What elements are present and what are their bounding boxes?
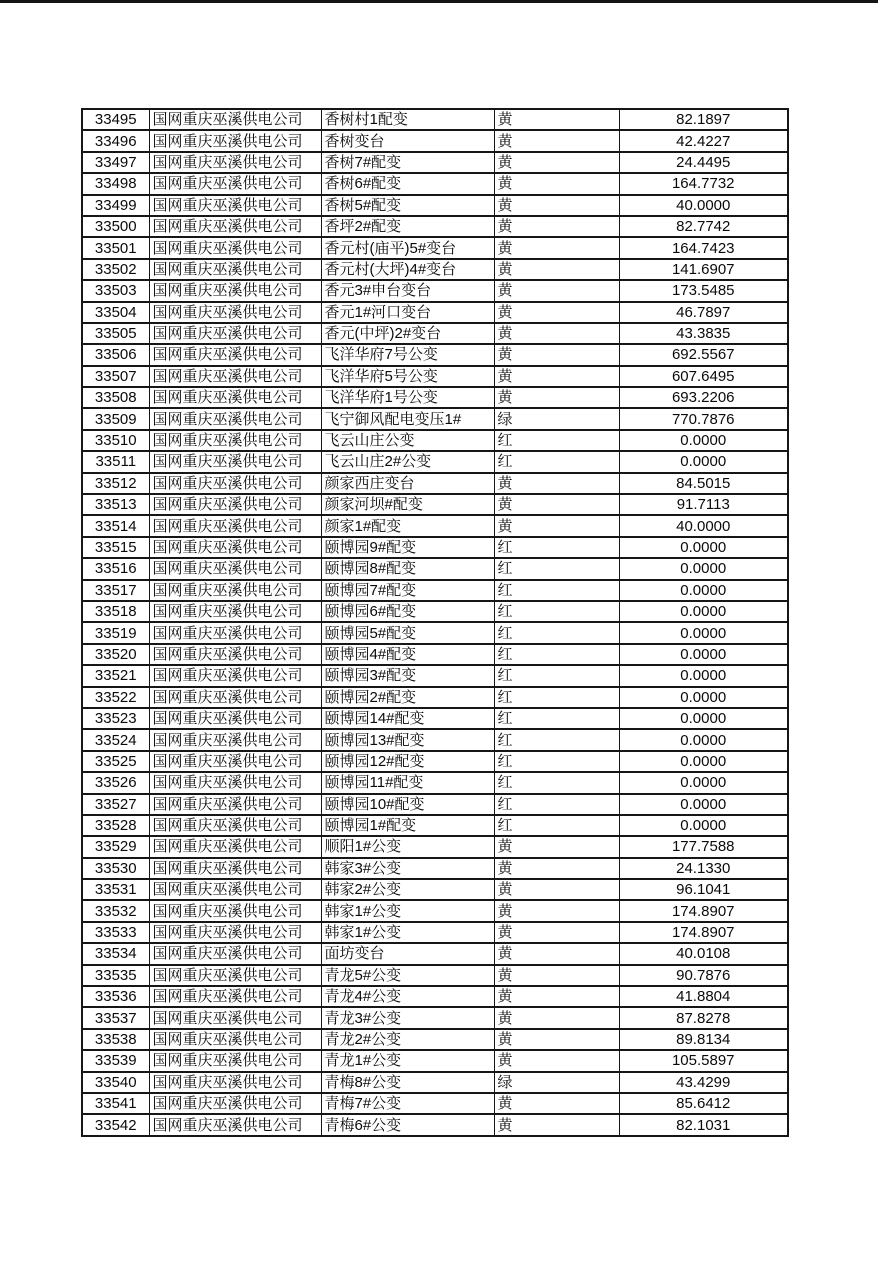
station-name-cell: 面坊变台 <box>321 943 494 964</box>
row-id-cell: 33507 <box>82 366 149 387</box>
station-name-cell: 颐博园9#配变 <box>321 537 494 558</box>
station-name-cell: 韩家1#公变 <box>321 922 494 943</box>
station-name-cell: 颐博园10#配变 <box>321 794 494 815</box>
load-value-cell: 0.0000 <box>619 451 788 472</box>
status-flag-cell: 黄 <box>494 473 619 494</box>
row-id-cell: 33525 <box>82 751 149 772</box>
table-body <box>82 109 788 1136</box>
status-flag-cell: 黄 <box>494 387 619 408</box>
company-name-cell: 国网重庆巫溪供电公司 <box>149 772 321 793</box>
load-value-cell: 96.1041 <box>619 879 788 900</box>
company-name-cell: 国网重庆巫溪供电公司 <box>149 430 321 451</box>
station-name-cell: 青梅6#公变 <box>321 1114 494 1136</box>
status-flag-cell: 黄 <box>494 302 619 323</box>
scan-artifact-line <box>0 0 878 3</box>
station-name-cell: 颐博园8#配变 <box>321 558 494 579</box>
transformer-load-table <box>81 108 789 1137</box>
company-name-cell: 国网重庆巫溪供电公司 <box>149 836 321 857</box>
station-name-cell: 韩家2#公变 <box>321 879 494 900</box>
load-value-cell: 46.7897 <box>619 302 788 323</box>
table-row <box>82 751 788 772</box>
table-row <box>82 1007 788 1028</box>
table-row <box>82 815 788 836</box>
table-row <box>82 259 788 280</box>
load-value-cell: 0.0000 <box>619 708 788 729</box>
company-name-cell: 国网重庆巫溪供电公司 <box>149 922 321 943</box>
table-row <box>82 451 788 472</box>
table-row <box>82 943 788 964</box>
load-value-cell: 0.0000 <box>619 794 788 815</box>
row-id-cell: 33537 <box>82 1007 149 1028</box>
station-name-cell: 颐博园12#配变 <box>321 751 494 772</box>
row-id-cell: 33518 <box>82 601 149 622</box>
table-row <box>82 515 788 536</box>
status-flag-cell: 红 <box>494 537 619 558</box>
status-flag-cell: 黄 <box>494 515 619 536</box>
row-id-cell: 33509 <box>82 408 149 429</box>
station-name-cell: 颐博园3#配变 <box>321 665 494 686</box>
status-flag-cell: 红 <box>494 729 619 750</box>
table-row <box>82 794 788 815</box>
company-name-cell: 国网重庆巫溪供电公司 <box>149 387 321 408</box>
table-row <box>82 1072 788 1093</box>
row-id-cell: 33524 <box>82 729 149 750</box>
station-name-cell: 香元1#河口变台 <box>321 302 494 323</box>
table-row <box>82 772 788 793</box>
company-name-cell: 国网重庆巫溪供电公司 <box>149 900 321 921</box>
status-flag-cell: 红 <box>494 751 619 772</box>
station-name-cell: 飞洋华府1号公变 <box>321 387 494 408</box>
load-value-cell: 693.2206 <box>619 387 788 408</box>
company-name-cell: 国网重庆巫溪供电公司 <box>149 408 321 429</box>
status-flag-cell: 黄 <box>494 366 619 387</box>
table-row <box>82 195 788 216</box>
company-name-cell: 国网重庆巫溪供电公司 <box>149 173 321 194</box>
company-name-cell: 国网重庆巫溪供电公司 <box>149 665 321 686</box>
row-id-cell: 33532 <box>82 900 149 921</box>
table-row <box>82 1093 788 1114</box>
load-value-cell: 24.1330 <box>619 858 788 879</box>
company-name-cell: 国网重庆巫溪供电公司 <box>149 1007 321 1028</box>
station-name-cell: 香坪2#配变 <box>321 216 494 237</box>
row-id-cell: 33517 <box>82 580 149 601</box>
company-name-cell: 国网重庆巫溪供电公司 <box>149 1050 321 1071</box>
load-value-cell: 770.7876 <box>619 408 788 429</box>
row-id-cell: 33513 <box>82 494 149 515</box>
company-name-cell: 国网重庆巫溪供电公司 <box>149 858 321 879</box>
status-flag-cell: 红 <box>494 794 619 815</box>
company-name-cell: 国网重庆巫溪供电公司 <box>149 601 321 622</box>
station-name-cell: 香树6#配变 <box>321 173 494 194</box>
status-flag-cell: 黄 <box>494 900 619 921</box>
load-value-cell: 43.4299 <box>619 1072 788 1093</box>
company-name-cell: 国网重庆巫溪供电公司 <box>149 558 321 579</box>
table-row <box>82 173 788 194</box>
station-name-cell: 香元村(大坪)4#变台 <box>321 259 494 280</box>
status-flag-cell: 红 <box>494 687 619 708</box>
load-value-cell: 0.0000 <box>619 729 788 750</box>
station-name-cell: 飞洋华府5号公变 <box>321 366 494 387</box>
table-row <box>82 729 788 750</box>
company-name-cell: 国网重庆巫溪供电公司 <box>149 152 321 173</box>
load-value-cell: 24.4495 <box>619 152 788 173</box>
row-id-cell: 33527 <box>82 794 149 815</box>
status-flag-cell: 绿 <box>494 1072 619 1093</box>
row-id-cell: 33523 <box>82 708 149 729</box>
status-flag-cell: 红 <box>494 708 619 729</box>
load-value-cell: 0.0000 <box>619 601 788 622</box>
table-row <box>82 494 788 515</box>
status-flag-cell: 黄 <box>494 130 619 151</box>
table-row <box>82 430 788 451</box>
company-name-cell: 国网重庆巫溪供电公司 <box>149 622 321 643</box>
company-name-cell: 国网重庆巫溪供电公司 <box>149 986 321 1007</box>
company-name-cell: 国网重庆巫溪供电公司 <box>149 580 321 601</box>
station-name-cell: 香元(中坪)2#变台 <box>321 323 494 344</box>
station-name-cell: 顺阳1#公变 <box>321 836 494 857</box>
station-name-cell: 颐博园11#配变 <box>321 772 494 793</box>
row-id-cell: 33526 <box>82 772 149 793</box>
station-name-cell: 颜家西庄变台 <box>321 473 494 494</box>
status-flag-cell: 黄 <box>494 323 619 344</box>
row-id-cell: 33512 <box>82 473 149 494</box>
table-row <box>82 387 788 408</box>
status-flag-cell: 黄 <box>494 195 619 216</box>
station-name-cell: 青梅8#公变 <box>321 1072 494 1093</box>
status-flag-cell: 红 <box>494 644 619 665</box>
company-name-cell: 国网重庆巫溪供电公司 <box>149 494 321 515</box>
company-name-cell: 国网重庆巫溪供电公司 <box>149 879 321 900</box>
station-name-cell: 香树7#配变 <box>321 152 494 173</box>
table-row <box>82 708 788 729</box>
station-name-cell: 韩家1#公变 <box>321 900 494 921</box>
row-id-cell: 33520 <box>82 644 149 665</box>
load-value-cell: 692.5567 <box>619 344 788 365</box>
row-id-cell: 33510 <box>82 430 149 451</box>
row-id-cell: 33502 <box>82 259 149 280</box>
status-flag-cell: 黄 <box>494 1114 619 1136</box>
row-id-cell: 33496 <box>82 130 149 151</box>
row-id-cell: 33500 <box>82 216 149 237</box>
station-name-cell: 飞洋华府7号公变 <box>321 344 494 365</box>
status-flag-cell: 黄 <box>494 943 619 964</box>
company-name-cell: 国网重庆巫溪供电公司 <box>149 708 321 729</box>
station-name-cell: 青龙5#公变 <box>321 965 494 986</box>
row-id-cell: 33505 <box>82 323 149 344</box>
row-id-cell: 33542 <box>82 1114 149 1136</box>
status-flag-cell: 红 <box>494 580 619 601</box>
station-name-cell: 香树村1配变 <box>321 109 494 130</box>
status-flag-cell: 红 <box>494 601 619 622</box>
station-name-cell: 青龙2#公变 <box>321 1029 494 1050</box>
table-row <box>82 280 788 301</box>
company-name-cell: 国网重庆巫溪供电公司 <box>149 323 321 344</box>
row-id-cell: 33540 <box>82 1072 149 1093</box>
status-flag-cell: 黄 <box>494 173 619 194</box>
status-flag-cell: 红 <box>494 665 619 686</box>
load-value-cell: 84.5015 <box>619 473 788 494</box>
table-row <box>82 558 788 579</box>
row-id-cell: 33519 <box>82 622 149 643</box>
company-name-cell: 国网重庆巫溪供电公司 <box>149 644 321 665</box>
status-flag-cell: 黄 <box>494 986 619 1007</box>
row-id-cell: 33521 <box>82 665 149 686</box>
load-value-cell: 177.7588 <box>619 836 788 857</box>
company-name-cell: 国网重庆巫溪供电公司 <box>149 687 321 708</box>
table-row <box>82 366 788 387</box>
load-value-cell: 40.0000 <box>619 195 788 216</box>
table-row <box>82 1029 788 1050</box>
row-id-cell: 33522 <box>82 687 149 708</box>
load-value-cell: 43.3835 <box>619 323 788 344</box>
table-row <box>82 687 788 708</box>
row-id-cell: 33497 <box>82 152 149 173</box>
company-name-cell: 国网重庆巫溪供电公司 <box>149 451 321 472</box>
company-name-cell: 国网重庆巫溪供电公司 <box>149 280 321 301</box>
row-id-cell: 33506 <box>82 344 149 365</box>
status-flag-cell: 黄 <box>494 922 619 943</box>
status-flag-cell: 黄 <box>494 836 619 857</box>
table-row <box>82 130 788 151</box>
company-name-cell: 国网重庆巫溪供电公司 <box>149 1093 321 1114</box>
load-value-cell: 40.0108 <box>619 943 788 964</box>
station-name-cell: 颜家1#配变 <box>321 515 494 536</box>
load-value-cell: 164.7732 <box>619 173 788 194</box>
status-flag-cell: 黄 <box>494 152 619 173</box>
row-id-cell: 33535 <box>82 965 149 986</box>
company-name-cell: 国网重庆巫溪供电公司 <box>149 1114 321 1136</box>
row-id-cell: 33501 <box>82 237 149 258</box>
status-flag-cell: 绿 <box>494 408 619 429</box>
row-id-cell: 33516 <box>82 558 149 579</box>
load-value-cell: 0.0000 <box>619 580 788 601</box>
load-value-cell: 105.5897 <box>619 1050 788 1071</box>
load-value-cell: 87.8278 <box>619 1007 788 1028</box>
table-row <box>82 323 788 344</box>
row-id-cell: 33504 <box>82 302 149 323</box>
company-name-cell: 国网重庆巫溪供电公司 <box>149 815 321 836</box>
table-row <box>82 152 788 173</box>
company-name-cell: 国网重庆巫溪供电公司 <box>149 259 321 280</box>
status-flag-cell: 红 <box>494 558 619 579</box>
row-id-cell: 33533 <box>82 922 149 943</box>
company-name-cell: 国网重庆巫溪供电公司 <box>149 130 321 151</box>
table-row <box>82 537 788 558</box>
station-name-cell: 飞云山庄2#公变 <box>321 451 494 472</box>
table-row <box>82 216 788 237</box>
table-row <box>82 109 788 130</box>
company-name-cell: 国网重庆巫溪供电公司 <box>149 216 321 237</box>
transformer-load-table-container <box>81 108 789 1137</box>
station-name-cell: 颐博园7#配变 <box>321 580 494 601</box>
table-row <box>82 1050 788 1071</box>
company-name-cell: 国网重庆巫溪供电公司 <box>149 109 321 130</box>
company-name-cell: 国网重庆巫溪供电公司 <box>149 794 321 815</box>
station-name-cell: 颐博园14#配变 <box>321 708 494 729</box>
row-id-cell: 33528 <box>82 815 149 836</box>
load-value-cell: 141.6907 <box>619 259 788 280</box>
status-flag-cell: 红 <box>494 451 619 472</box>
status-flag-cell: 黄 <box>494 1093 619 1114</box>
load-value-cell: 90.7876 <box>619 965 788 986</box>
company-name-cell: 国网重庆巫溪供电公司 <box>149 473 321 494</box>
table-row <box>82 601 788 622</box>
load-value-cell: 40.0000 <box>619 515 788 536</box>
station-name-cell: 颐博园6#配变 <box>321 601 494 622</box>
load-value-cell: 82.7742 <box>619 216 788 237</box>
table-row <box>82 986 788 1007</box>
load-value-cell: 85.6412 <box>619 1093 788 1114</box>
company-name-cell: 国网重庆巫溪供电公司 <box>149 1072 321 1093</box>
row-id-cell: 33541 <box>82 1093 149 1114</box>
station-name-cell: 颜家河坝#配变 <box>321 494 494 515</box>
load-value-cell: 174.8907 <box>619 900 788 921</box>
row-id-cell: 33499 <box>82 195 149 216</box>
station-name-cell: 香树变台 <box>321 130 494 151</box>
row-id-cell: 33529 <box>82 836 149 857</box>
station-name-cell: 青龙3#公变 <box>321 1007 494 1028</box>
row-id-cell: 33503 <box>82 280 149 301</box>
company-name-cell: 国网重庆巫溪供电公司 <box>149 751 321 772</box>
row-id-cell: 33538 <box>82 1029 149 1050</box>
table-row <box>82 237 788 258</box>
load-value-cell: 42.4227 <box>619 130 788 151</box>
row-id-cell: 33515 <box>82 537 149 558</box>
load-value-cell: 0.0000 <box>619 815 788 836</box>
row-id-cell: 33508 <box>82 387 149 408</box>
status-flag-cell: 红 <box>494 622 619 643</box>
load-value-cell: 164.7423 <box>619 237 788 258</box>
station-name-cell: 青龙1#公变 <box>321 1050 494 1071</box>
table-row <box>82 1114 788 1136</box>
load-value-cell: 607.6495 <box>619 366 788 387</box>
row-id-cell: 33511 <box>82 451 149 472</box>
station-name-cell: 颐博园2#配变 <box>321 687 494 708</box>
table-row <box>82 580 788 601</box>
station-name-cell: 颐博园5#配变 <box>321 622 494 643</box>
status-flag-cell: 黄 <box>494 344 619 365</box>
load-value-cell: 89.8134 <box>619 1029 788 1050</box>
company-name-cell: 国网重庆巫溪供电公司 <box>149 537 321 558</box>
station-name-cell: 香树5#配变 <box>321 195 494 216</box>
table-row <box>82 836 788 857</box>
load-value-cell: 91.7113 <box>619 494 788 515</box>
load-value-cell: 82.1031 <box>619 1114 788 1136</box>
status-flag-cell: 黄 <box>494 494 619 515</box>
status-flag-cell: 黄 <box>494 1050 619 1071</box>
station-name-cell: 青梅7#公变 <box>321 1093 494 1114</box>
load-value-cell: 0.0000 <box>619 622 788 643</box>
load-value-cell: 174.8907 <box>619 922 788 943</box>
company-name-cell: 国网重庆巫溪供电公司 <box>149 344 321 365</box>
row-id-cell: 33514 <box>82 515 149 536</box>
status-flag-cell: 黄 <box>494 237 619 258</box>
station-name-cell: 香元3#申台变台 <box>321 280 494 301</box>
row-id-cell: 33536 <box>82 986 149 1007</box>
company-name-cell: 国网重庆巫溪供电公司 <box>149 1029 321 1050</box>
table-row <box>82 965 788 986</box>
table-row <box>82 879 788 900</box>
station-name-cell: 颐博园4#配变 <box>321 644 494 665</box>
load-value-cell: 0.0000 <box>619 558 788 579</box>
status-flag-cell: 黄 <box>494 259 619 280</box>
table-row <box>82 900 788 921</box>
table-row <box>82 473 788 494</box>
load-value-cell: 0.0000 <box>619 687 788 708</box>
status-flag-cell: 黄 <box>494 965 619 986</box>
company-name-cell: 国网重庆巫溪供电公司 <box>149 195 321 216</box>
table-row <box>82 344 788 365</box>
table-row <box>82 665 788 686</box>
station-name-cell: 飞宁御风配电变压1# <box>321 408 494 429</box>
load-value-cell: 0.0000 <box>619 751 788 772</box>
row-id-cell: 33531 <box>82 879 149 900</box>
company-name-cell: 国网重庆巫溪供电公司 <box>149 237 321 258</box>
load-value-cell: 0.0000 <box>619 665 788 686</box>
load-value-cell: 0.0000 <box>619 537 788 558</box>
company-name-cell: 国网重庆巫溪供电公司 <box>149 729 321 750</box>
station-name-cell: 韩家3#公变 <box>321 858 494 879</box>
status-flag-cell: 红 <box>494 772 619 793</box>
table-row <box>82 408 788 429</box>
status-flag-cell: 黄 <box>494 280 619 301</box>
table-row <box>82 622 788 643</box>
station-name-cell: 香元村(庙平)5#变台 <box>321 237 494 258</box>
table-row <box>82 644 788 665</box>
company-name-cell: 国网重庆巫溪供电公司 <box>149 302 321 323</box>
station-name-cell: 飞云山庄公变 <box>321 430 494 451</box>
row-id-cell: 33534 <box>82 943 149 964</box>
station-name-cell: 青龙4#公变 <box>321 986 494 1007</box>
status-flag-cell: 黄 <box>494 1029 619 1050</box>
station-name-cell: 颐博园1#配变 <box>321 815 494 836</box>
load-value-cell: 41.8804 <box>619 986 788 1007</box>
status-flag-cell: 红 <box>494 815 619 836</box>
status-flag-cell: 黄 <box>494 879 619 900</box>
status-flag-cell: 黄 <box>494 858 619 879</box>
table-row <box>82 922 788 943</box>
status-flag-cell: 黄 <box>494 216 619 237</box>
load-value-cell: 0.0000 <box>619 772 788 793</box>
row-id-cell: 33530 <box>82 858 149 879</box>
company-name-cell: 国网重庆巫溪供电公司 <box>149 965 321 986</box>
load-value-cell: 82.1897 <box>619 109 788 130</box>
status-flag-cell: 黄 <box>494 109 619 130</box>
row-id-cell: 33498 <box>82 173 149 194</box>
table-row <box>82 302 788 323</box>
row-id-cell: 33539 <box>82 1050 149 1071</box>
table-row <box>82 858 788 879</box>
company-name-cell: 国网重庆巫溪供电公司 <box>149 515 321 536</box>
load-value-cell: 173.5485 <box>619 280 788 301</box>
load-value-cell: 0.0000 <box>619 644 788 665</box>
company-name-cell: 国网重庆巫溪供电公司 <box>149 943 321 964</box>
row-id-cell: 33495 <box>82 109 149 130</box>
status-flag-cell: 红 <box>494 430 619 451</box>
company-name-cell: 国网重庆巫溪供电公司 <box>149 366 321 387</box>
station-name-cell: 颐博园13#配变 <box>321 729 494 750</box>
load-value-cell: 0.0000 <box>619 430 788 451</box>
status-flag-cell: 黄 <box>494 1007 619 1028</box>
